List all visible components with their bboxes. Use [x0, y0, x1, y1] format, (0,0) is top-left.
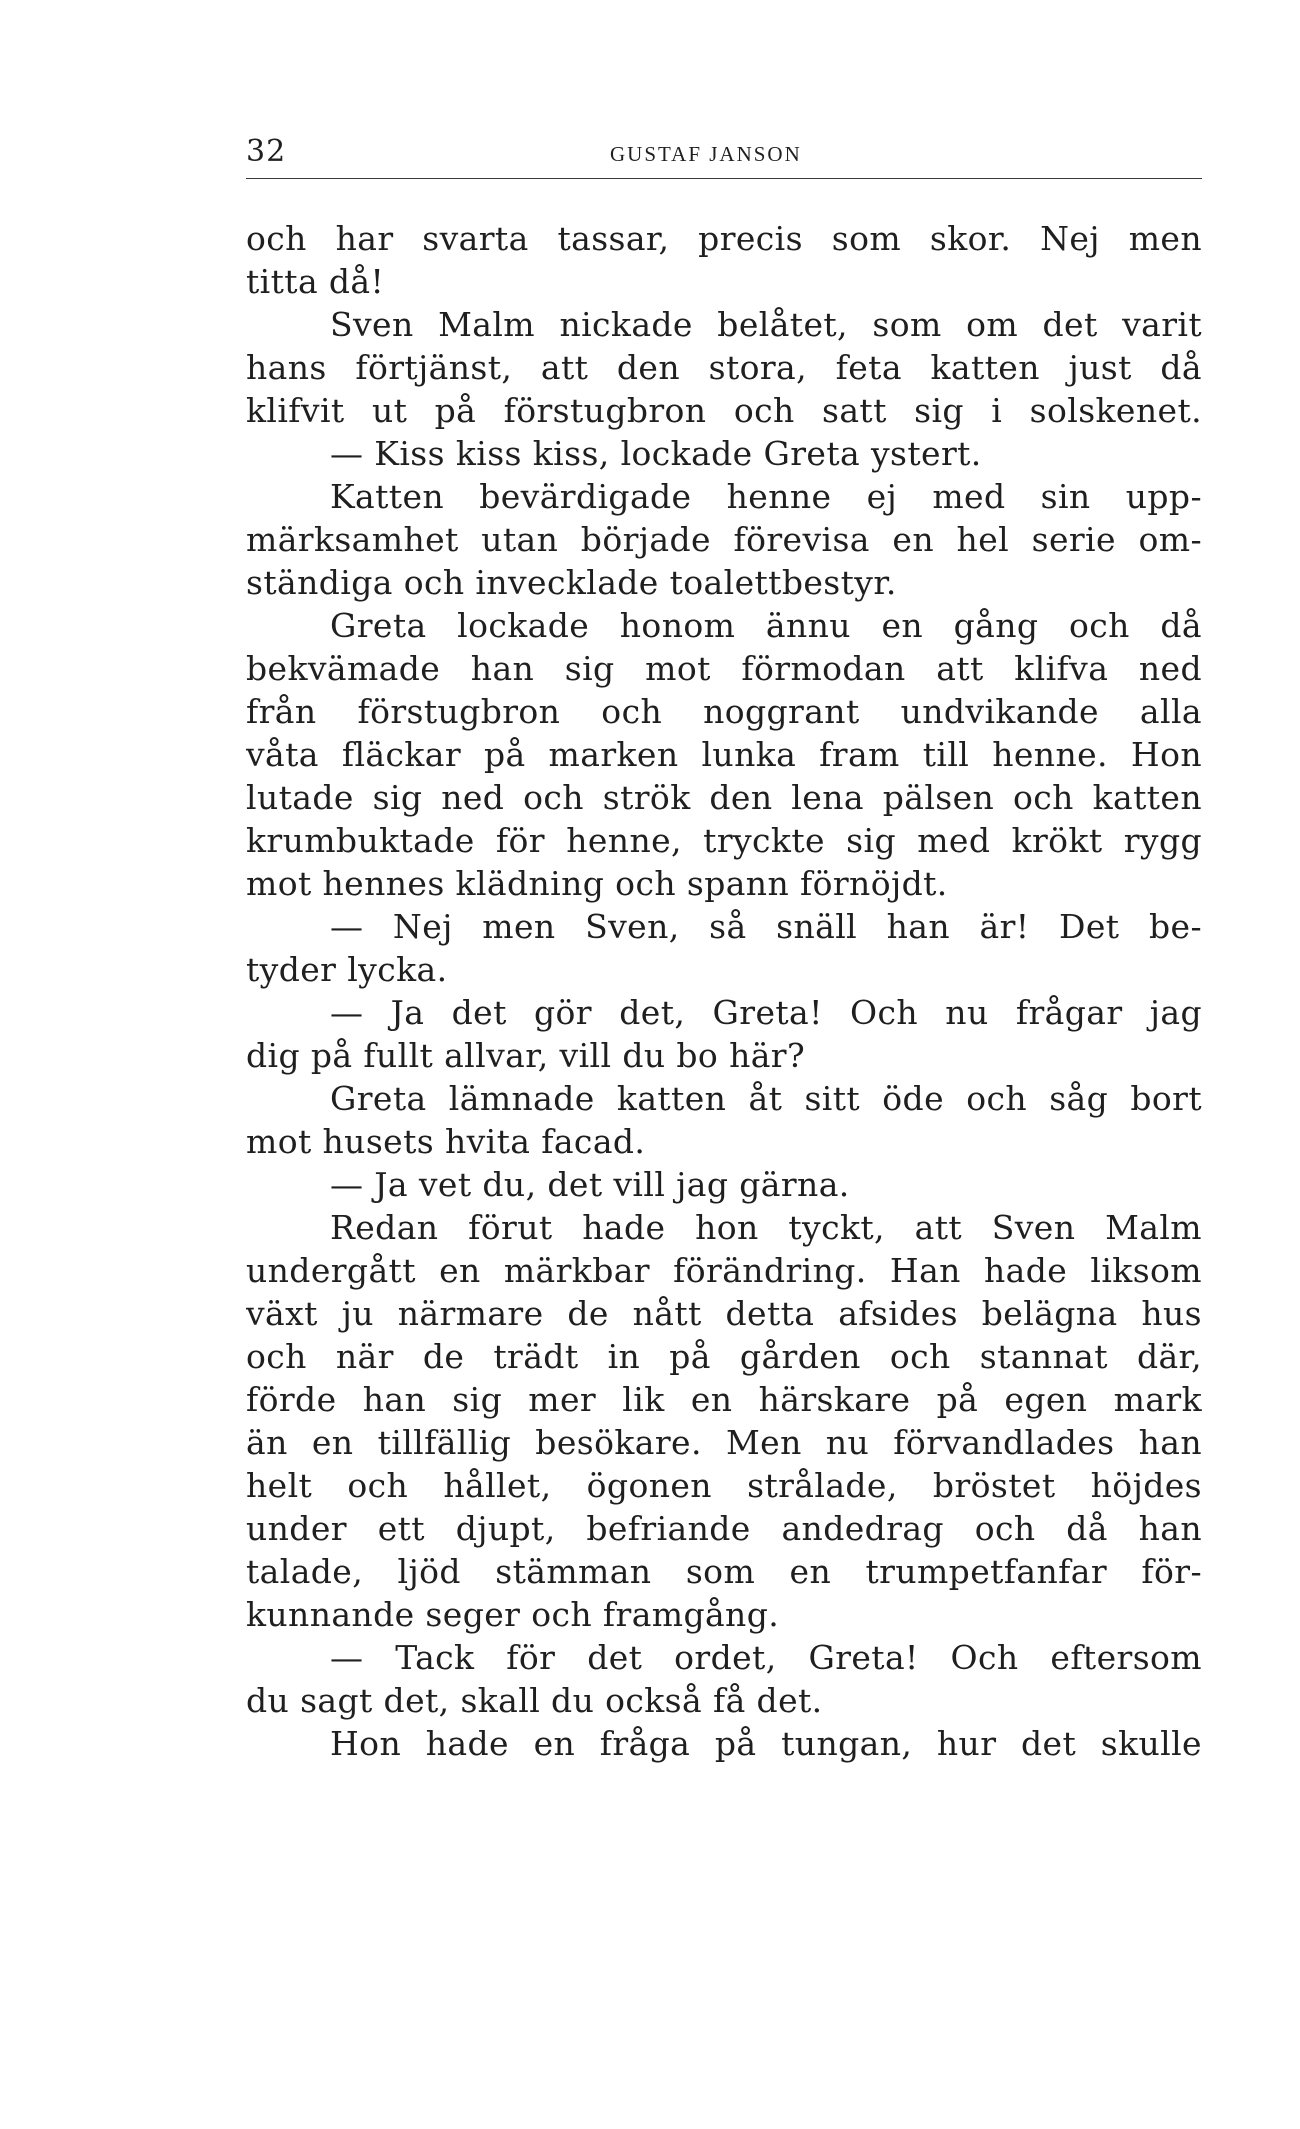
text-line: du sagt det, skall du också få det.: [246, 1681, 823, 1720]
text-line: Sven Malm nickade belåtet, som om det varit: [330, 305, 1202, 344]
text-line: ständiga och invecklade toalettbestyr.: [246, 563, 897, 602]
text-line: mot hennes klädning och spann förnöjdt.: [246, 864, 948, 903]
text-line: tyder lycka.: [246, 950, 448, 989]
page-number: 32: [246, 134, 287, 169]
text-line: — Nej men Sven, så snäll han är! Det be-: [330, 907, 1202, 946]
body-text: [246, 217, 1202, 1765]
text-line: talade, ljöd stämman som en trumpetfanfar för-: [246, 1552, 1202, 1591]
text-line: krumbuktade för henne, tryckte sig med krökt rygg: [246, 821, 1202, 860]
text-line: och har svarta tassar, precis som skor. Nej men: [246, 219, 1202, 258]
text-line: våta fläckar på marken lunka fram till henne. Hon: [246, 735, 1202, 774]
text-line: och när de trädt in på gården och stannat där,: [246, 1337, 1202, 1376]
text-line: Hon hade en fråga på tungan, hur det skulle: [330, 1724, 1202, 1763]
running-head: [246, 132, 1202, 172]
text-line: Greta lämnade katten åt sitt öde och såg bort: [330, 1079, 1202, 1118]
text-line: växt ju närmare de nått detta afsides belägna hus: [246, 1294, 1202, 1333]
text-line: än en tillfällig besökare. Men nu förvandlades han: [246, 1423, 1202, 1462]
text-line: — Ja det gör det, Greta! Och nu frågar jag: [330, 993, 1202, 1032]
text-line: hans förtjänst, att den stora, feta katten just då: [246, 348, 1202, 387]
text-line: förde han sig mer lik en härskare på egen mark: [246, 1380, 1202, 1419]
text-line: Redan förut hade hon tyckt, att Sven Malm: [330, 1208, 1202, 1247]
running-title: GUSTAF JANSON: [610, 142, 802, 166]
text-line: märksamhet utan började förevisa en hel serie om-: [246, 520, 1202, 559]
text-line: klifvit ut på förstugbron och satt sig i solskenet.: [246, 391, 1202, 430]
text-line: från förstugbron och noggrant undvikande alla: [246, 692, 1202, 731]
text-line: dig på fullt allvar, vill du bo här?: [246, 1036, 806, 1075]
text-line: kunnande seger och framgång.: [246, 1595, 780, 1634]
text-line: mot husets hvita facad.: [246, 1122, 646, 1161]
text-line: lutade sig ned och strök den lena pälsen och katten: [246, 778, 1202, 817]
text-line: — Ja vet du, det vill jag gärna.: [330, 1165, 850, 1204]
text-line: Greta lockade honom ännu en gång och då: [330, 606, 1202, 645]
text-line: bekvämade han sig mot förmodan att klifva ned: [246, 649, 1202, 688]
text-line: titta då!: [246, 262, 385, 301]
text-line: Katten bevärdigade henne ej med sin upp-: [330, 477, 1202, 516]
header-rule: [246, 178, 1202, 179]
text-line: under ett djupt, befriande andedrag och då han: [246, 1509, 1202, 1548]
text-line: — Kiss kiss kiss, lockade Greta ystert.: [330, 434, 982, 473]
text-line: — Tack för det ordet, Greta! Och eftersom: [330, 1638, 1202, 1677]
text-line: undergått en märkbar förändring. Han hade liksom: [246, 1251, 1202, 1290]
text-line: helt och hållet, ögonen strålade, bröstet höjdes: [246, 1466, 1202, 1505]
